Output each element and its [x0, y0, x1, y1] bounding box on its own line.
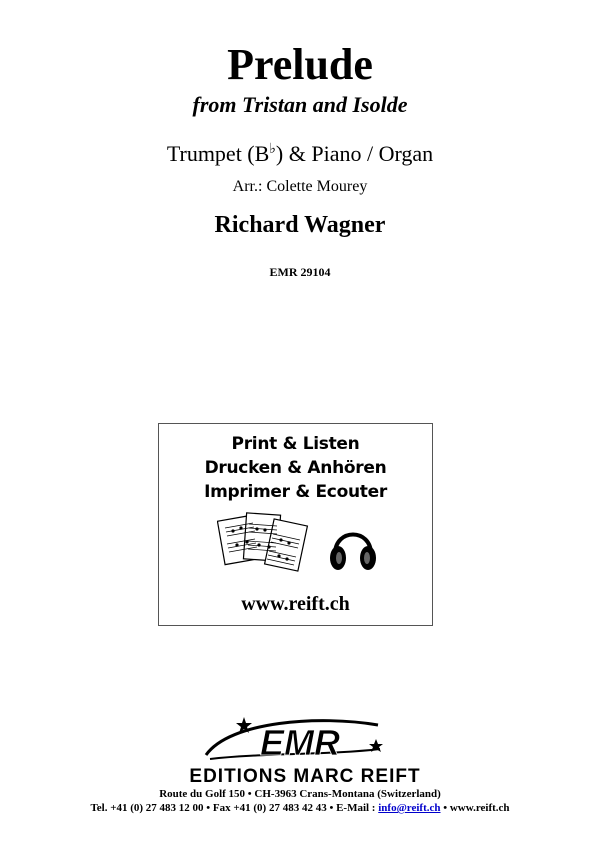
publisher-contact: [0, 801, 600, 815]
publisher-address: Route du Golf 150 • CH-3963 Crans-Montana (Switzerland): [159, 788, 441, 800]
print-listen-box: [158, 423, 433, 626]
emr-logo: [200, 713, 390, 771]
contact-phone-fax: Tel. +41 (0) 27 483 12 00 • Fax +41 (0) 27 483 42 43 • E-Mail :: [90, 802, 379, 814]
instrument-text-start: Trumpet (B: [166, 141, 270, 166]
promo-line-german: Drucken & Anhören: [204, 458, 387, 478]
instrumentation: [0, 136, 600, 168]
headphones-icon: [327, 520, 379, 574]
arranger: Arr.: Colette Mourey: [232, 178, 368, 195]
instrument-text-end: ) & Piano / Organ: [275, 141, 434, 166]
flat-symbol: ♭: [269, 142, 276, 157]
catalog-number: EMR 29104: [269, 265, 331, 279]
contact-website: • www.reift.ch: [440, 802, 510, 814]
subtitle: from Tristan and Isolde: [192, 92, 408, 117]
publisher-name-text: EDITIONS MARC REIFT: [189, 766, 421, 786]
publisher-name: [160, 764, 450, 786]
promo-line-english: Print & Listen: [231, 434, 360, 454]
promo-line-french: Imprimer & Ecouter: [204, 482, 387, 502]
email-link[interactable]: info@reift.ch: [378, 802, 441, 814]
sheet-music-icon: [217, 512, 309, 578]
composer: Richard Wagner: [214, 212, 386, 238]
title: Prelude: [227, 40, 373, 89]
promo-website: www.reift.ch: [241, 593, 350, 615]
logo-text: EMR: [260, 722, 340, 763]
